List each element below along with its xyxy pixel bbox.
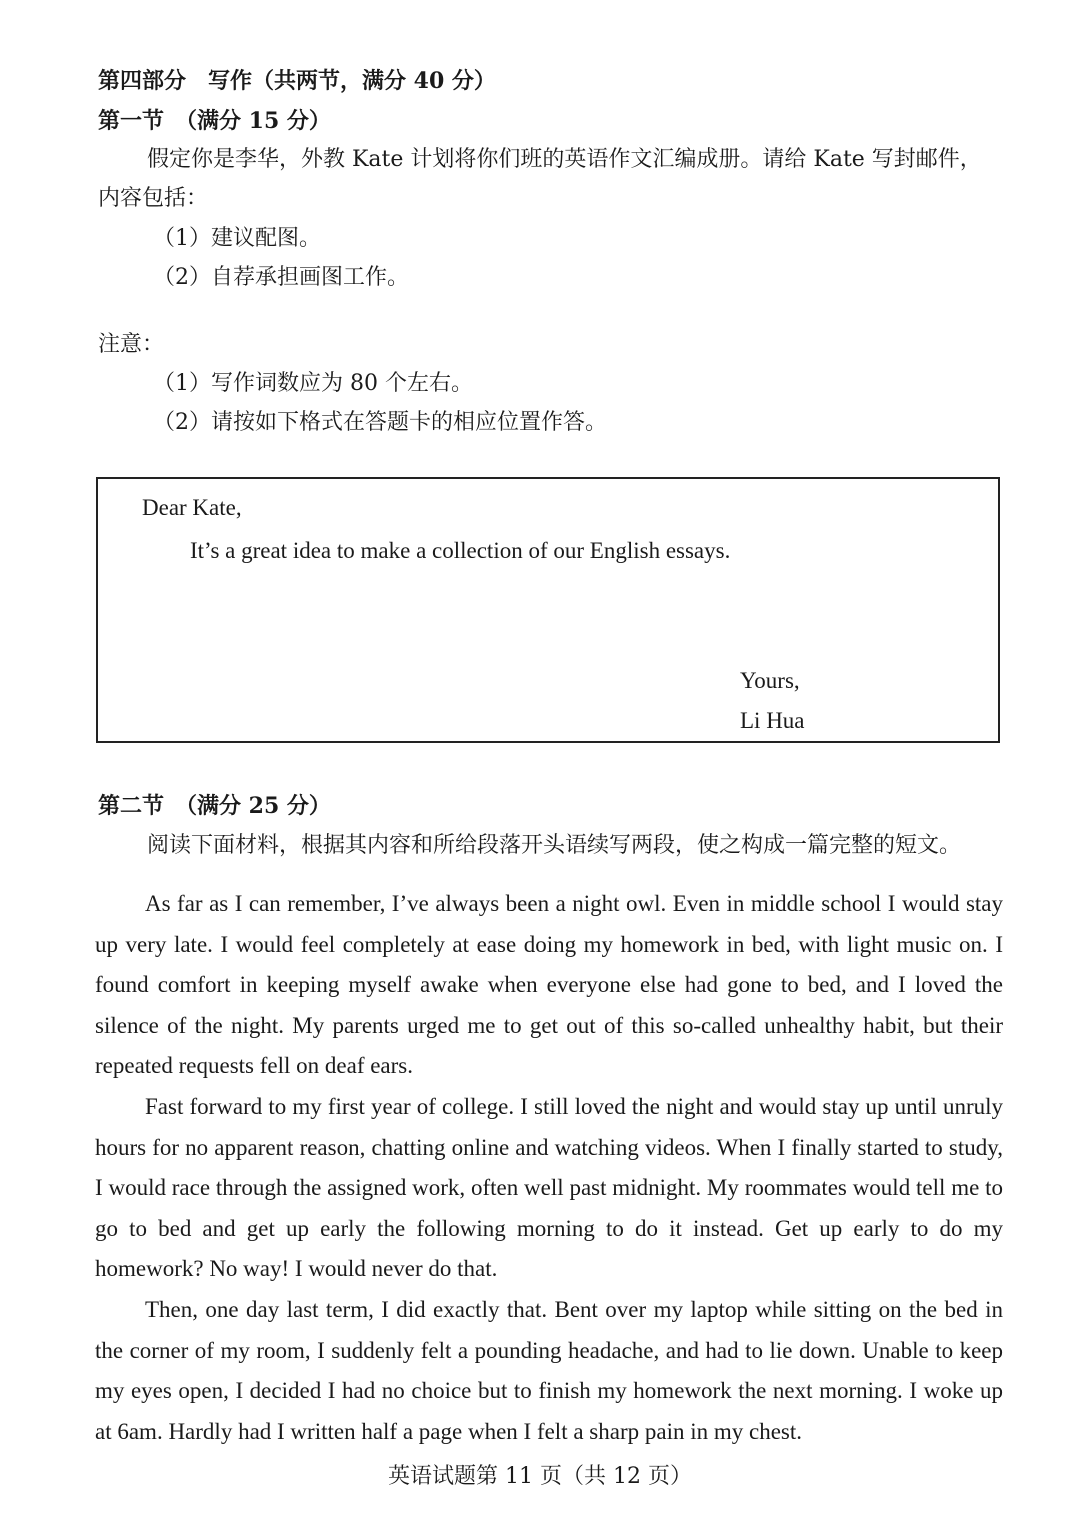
notes-label: 注意： [98,332,165,357]
letter-box [96,477,1000,743]
story-paragraph-3: Then, one day last term, I did exactly that. Bent over my laptop while sitting on the bed in the corner of my room, I suddenly felt a pounding headache, and had to lie down. Unable to keep my eyes open, I decided I had no choice but to finish my homework the next morning. I woke up at 6am. Hardly had I written half a page when I felt a sharp pain in my chest. [95,1297,1003,1444]
section2-title: 第二节 （满分 25 分） [98,793,331,819]
content-item-2: （2）自荐承担画图工作。 [153,265,409,290]
note-item-2: （2）请按如下格式在答题卡的相应位置作答。 [153,410,607,435]
section1-prompt-line1: 假定你是李华，外教 Kate 计划将你们班的英语作文汇编成册。请给 Kate 写封邮件， [147,147,982,172]
letter-closing: Yours, [740,668,800,693]
part-title: 第四部分 写作（共两节，满分 40 分） [98,68,496,94]
section2-instruction: 阅读下面材料，根据其内容和所给段落开头语续写两段，使之构成一篇完整的短文。 [147,833,962,858]
page-footer: 英语试题第 11 页（共 12 页） [388,1464,692,1489]
note-item-1: （1）写作词数应为 80 个左右。 [153,371,473,396]
section1-title: 第一节 （满分 15 分） [98,108,331,134]
story-paragraph-2: Fast forward to my first year of college. I still loved the night and would stay up until unruly hours for no apparent reason, chatting online and watching videos. When I finally started to study, I would race through the assigned work, often well past midnight. My roommates would tell me to go to bed and get up early the following morning to do it instead. Get up early to do my homework? No way! I would never do that. [95,1094,1003,1281]
letter-salutation: Dear Kate, [142,495,242,520]
letter-opening: It’s a great idea to make a collection of our English essays. [190,538,731,563]
content-item-1: （1）建议配图。 [153,226,321,251]
section1-prompt-line2: 内容包括： [98,186,209,211]
story-paragraph-1: As far as I can remember, I’ve always been a night owl. Even in middle school I would stay up very late. I would feel completely at ease doing my homework in bed, with light music on. I found comfort in keeping myself awake when everyone else had gone to bed, and I loved the silence of the night. My parents urged me to get out of this so-called unhealthy habit, but their repeated requests fell on deaf ears. [95,891,1003,1078]
letter-signature: Li Hua [740,708,805,733]
